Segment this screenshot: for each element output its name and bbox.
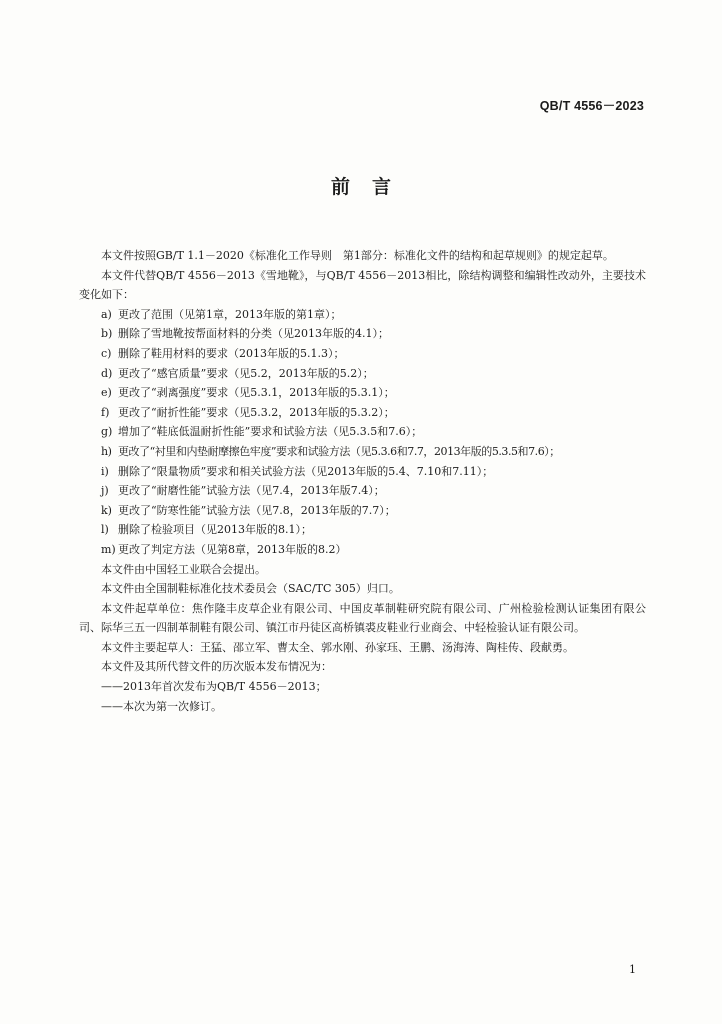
list-item — [79, 422, 646, 442]
list-item-text: 删除了检验项目（见2013年版的8.1）； — [118, 523, 312, 537]
list-marker: a) — [101, 307, 112, 321]
list-item-text: 更改了“耐折性能”要求（见5.3.2，2013年版的5.3.2）； — [118, 405, 395, 419]
list-marker: f) — [101, 405, 110, 419]
list-item — [79, 520, 646, 540]
page-number: 1 — [629, 963, 636, 976]
page-title: 前言 — [330, 176, 413, 198]
list-marker: k) — [101, 503, 112, 517]
intro-paragraph-2: 本文件代替QB/T 4556－2013《雪地靴》，与QB/T 4556－2013相比，除结构调整和编辑性改动外，主要技术变化如下： — [79, 268, 646, 302]
list-item — [79, 324, 646, 344]
list-item — [79, 462, 646, 482]
list-item — [79, 364, 646, 384]
drafters-paragraph: 本文件主要起草人：王猛、邵立军、曹太全、郭水刚、孙家珏、王鹏、汤海涛、陶桂传、段献勇。 — [101, 640, 574, 654]
list-item — [79, 344, 646, 364]
list-marker: h) — [101, 444, 112, 458]
list-item-text: 删除了“限量物质”要求和相关试验方法（见2013年版的5.4、7.10和7.11）； — [118, 464, 494, 478]
intro-paragraph-1: 本文件按照GB/T 1.1－2020《标准化工作导则 第1部分：标准化文件的结构和起草规则》的规定起草。 — [101, 249, 614, 262]
list-item — [79, 540, 646, 560]
changes-list — [79, 305, 646, 560]
list-item-text: 删除了雪地靴按帮面材料的分类（见2013年版的4.1）； — [118, 327, 389, 341]
list-item — [79, 442, 646, 462]
proposer-paragraph: 本文件由中国轻工业联合会提出。 — [101, 562, 266, 576]
history-intro-paragraph: 本文件及其所代替文件的历次版本发布情况为： — [101, 660, 332, 674]
list-marker: c) — [101, 346, 112, 360]
list-item-text: 删除了鞋用材料的要求（2013年版的5.1.3）； — [118, 346, 345, 360]
list-item-text: 更改了“感官质量”要求（见5.2，2013年版的5.2）； — [118, 366, 374, 380]
list-marker: d) — [101, 366, 113, 380]
administration-paragraph: 本文件由全国制鞋标准化技术委员会（SAC/TC 305）归口。 — [101, 582, 400, 596]
list-marker: m) — [101, 542, 116, 556]
list-item-text: 更改了“衬里和内垫耐摩擦色牢度”要求和试验方法（见5.3.6和7.7，2013年版的5.3.5和7.6）； — [118, 444, 560, 458]
standard-code: QB/T 4556－2023 — [539, 99, 644, 113]
list-item-text: 更改了“耐磨性能”试验方法（见7.4，2013年版7.4）； — [118, 484, 385, 498]
list-marker: e) — [101, 386, 112, 400]
list-item-text: 更改了“防寒性能”试验方法（见7.8，2013年版的7.7）； — [118, 503, 396, 517]
list-marker: b) — [101, 327, 113, 341]
list-item — [79, 383, 646, 403]
list-item — [79, 481, 646, 501]
list-item — [79, 501, 646, 521]
foreword-body — [79, 246, 646, 716]
list-marker: i) — [101, 464, 109, 478]
history-item: ——本次为第一次修订。 — [101, 699, 222, 713]
list-item-text: 更改了“剥离强度”要求（见5.3.1，2013年版的5.3.1）； — [118, 386, 395, 400]
drafting-units-paragraph: 本文件起草单位：焦作隆丰皮草企业有限公司、中国皮革制鞋研究院有限公司、广州检验检测认证集团有限公司、际华三五一四制革制鞋有限公司、镇江市丹徒区高桥镇裘皮鞋业行业商会、中轻检验认证有限公司。 — [79, 601, 646, 635]
list-marker: l) — [101, 523, 109, 537]
list-item — [79, 305, 646, 325]
list-item — [79, 403, 646, 423]
list-marker: g) — [101, 425, 113, 439]
list-item-text: 更改了判定方法（见第8章，2013年版的8.2） — [118, 542, 347, 556]
list-marker: j) — [101, 484, 109, 498]
list-item-text: 增加了“鞋底低温耐折性能”要求和试验方法（见5.3.5和7.6）； — [118, 425, 423, 439]
history-item: ——2013年首次发布为QB/T 4556－2013； — [101, 680, 327, 694]
list-item-text: 更改了范围（见第1章，2013年版的第1章）； — [118, 307, 342, 321]
